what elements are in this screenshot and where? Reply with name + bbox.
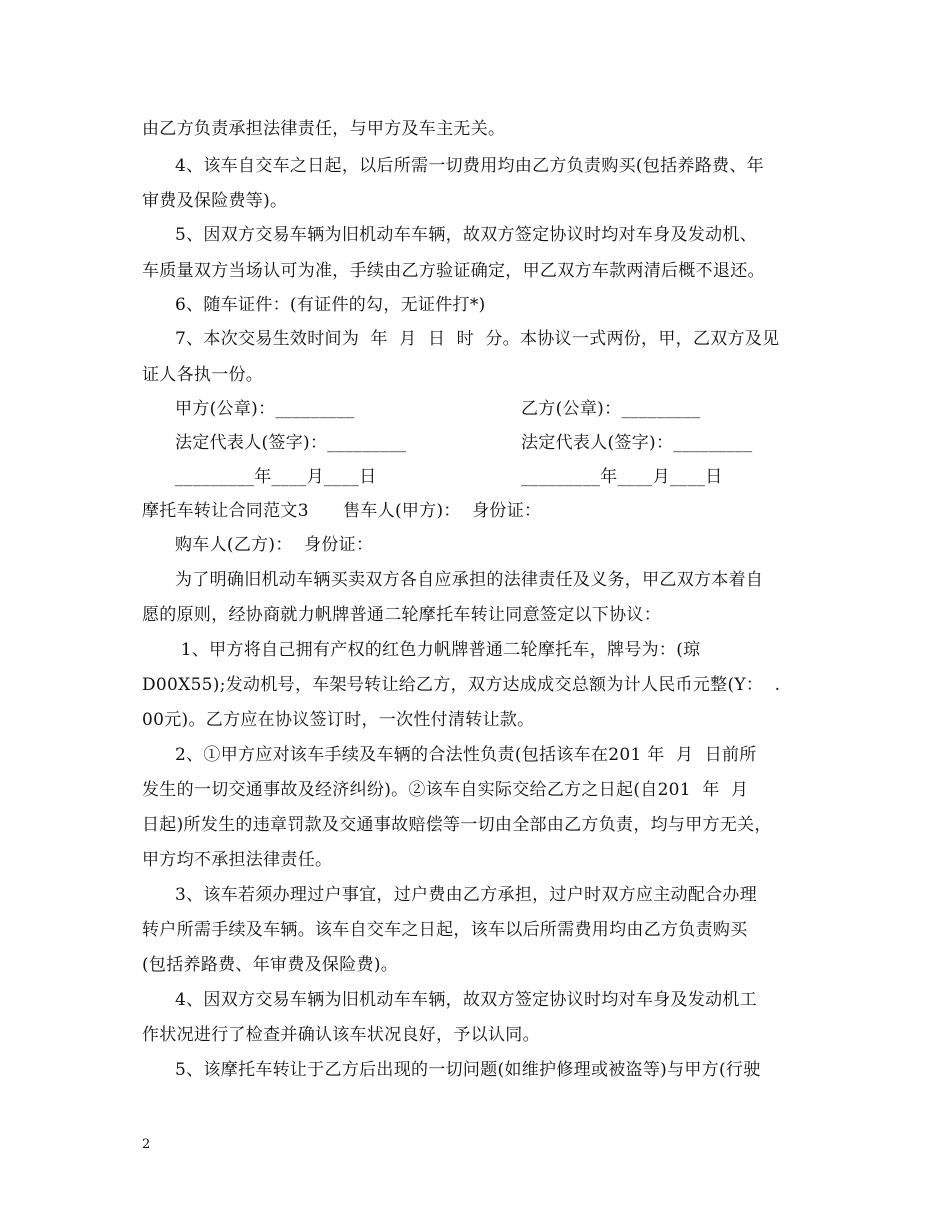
text-line: 为了明确旧机动车辆买卖双方各自应承担的法律责任及义务，甲乙双方本着自 xyxy=(175,570,764,590)
text-line: 愿的原则，经协商就力帆牌普通二轮摩托车转让同意签定以下协议： xyxy=(142,605,661,625)
text-line: 发生的一切交通事故及经济纠纷)。②该车自实际交给乙方之日起(自201 年 月 xyxy=(142,780,749,800)
text-line: 4、该车自交车之日起，以后所需一切费用均由乙方负责购买(包括养路费、年 xyxy=(175,156,764,176)
text-line: 3、该车若须办理过户事宜，过户费由乙方承担，过户时双方应主动配合办理 xyxy=(175,885,758,905)
text-line: 甲方均不承担法律责任。 xyxy=(142,850,333,870)
text-line: 审费及保险费等)。 xyxy=(142,191,288,211)
section-heading: 摩托车转让合同范文3 售车人(甲方)： 身份证： xyxy=(142,501,542,521)
text-line: 由乙方负责承担法律责任，与甲方及车主无关。 xyxy=(142,119,506,139)
text-line: 日起)所发生的违章罚款及交通事故赔偿等一切由全部由乙方负责，均与甲方无关， xyxy=(142,815,772,835)
text-line: 购车人(乙方)： 身份证： xyxy=(175,535,374,555)
text-line: 00元)。乙方应在协议签订时，一次性付清转让款。 xyxy=(142,710,535,730)
text-line: 7、本次交易生效时间为 年 月 日 时 分。本协议一式两份，甲，乙双方及见 xyxy=(175,329,780,349)
signature-party-b-seal: 乙方(公章)：_________ xyxy=(521,399,701,419)
text-line: 作状况进行了检查并确认该车状况良好，予以认同。 xyxy=(142,1025,540,1045)
signature-party-b-date: _________年____月____日 xyxy=(521,467,723,487)
text-line: D00X55);发动机号，车架号转让给乙方，双方达成成交总额为计人民币元整(Y： . xyxy=(142,675,781,695)
signature-party-a-date: _________年____月____日 xyxy=(175,467,377,487)
text-line: 6、随车证件：(有证件的勾，无证件打*) xyxy=(175,295,486,315)
text-line: 5、因双方交易车辆为旧机动车车辆，故双方签定协议时均对车身及发动机、 xyxy=(175,225,758,245)
text-line: 2、①甲方应对该车手续及车辆的合法性负责(包括该车在201 年 月 日前所 xyxy=(175,745,757,765)
signature-party-a-seal: 甲方(公章)：_________ xyxy=(175,399,355,419)
text-line: 1、甲方将自己拥有产权的红色力帆牌普通二轮摩托车，牌号为：(琼 xyxy=(175,640,701,660)
text-line: 4、因双方交易车辆为旧机动车车辆，故双方签定协议时均对车身及发动机工 xyxy=(175,990,758,1010)
text-line: 转户所需手续及车辆。该车自交车之日起，该车以后所需费用均由乙方负责购买 xyxy=(142,920,748,940)
page-number: 2 xyxy=(142,1137,151,1152)
text-line: 5、该摩托车转让于乙方后出现的一切问题(如维护修理或被盗等)与甲方(行驶 xyxy=(175,1060,761,1080)
text-line: 证人各执一份。 xyxy=(142,365,264,385)
signature-party-a-representative: 法定代表人(签字)：_________ xyxy=(175,433,407,453)
signature-party-b-representative: 法定代表人(签字)：_________ xyxy=(521,433,753,453)
text-line: (包括养路费、年审费及保险费)。 xyxy=(142,955,399,975)
text-line: 车质量双方当场认可为准，手续由乙方验证确定，甲乙双方车款两清后概不退还。 xyxy=(142,261,765,281)
